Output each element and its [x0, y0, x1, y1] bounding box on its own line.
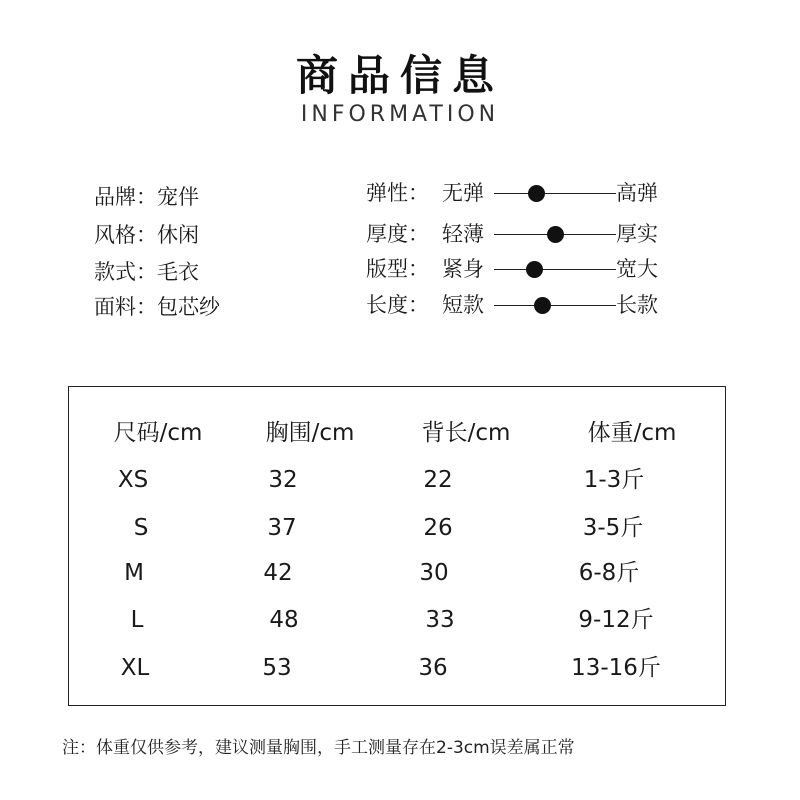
attribute-label: 款式： — [94, 260, 157, 284]
size-table-cell: 3-5斤 — [582, 515, 644, 541]
size-table-cell: 13-16斤 — [571, 655, 661, 681]
size-table-cell: S — [133, 515, 149, 541]
scale-low-label: 无弹 — [442, 181, 484, 205]
size-table-header: 尺码/cm — [113, 420, 203, 446]
scale-indicator — [528, 185, 545, 202]
scale-high-label: 宽大 — [616, 257, 658, 281]
scale-track — [494, 269, 616, 270]
attribute-label: 品牌： — [94, 185, 157, 209]
size-table-cell: XL — [120, 655, 150, 681]
scale-high-label: 厚实 — [616, 222, 658, 246]
attribute-label: 风格： — [94, 223, 157, 247]
attribute-value: 包芯纱 — [157, 295, 220, 319]
scale-indicator — [526, 261, 543, 278]
size-table-header: 背长/cm — [421, 420, 511, 446]
scale-low-label: 紧身 — [442, 257, 484, 281]
attribute-fabric — [94, 292, 220, 322]
scale-label: 版型： — [366, 257, 429, 281]
scale-length — [366, 290, 706, 320]
attribute-label: 面料： — [94, 295, 157, 319]
size-table-cell: 42 — [263, 560, 293, 586]
attribute-value: 宠伴 — [157, 185, 199, 209]
scale-track — [494, 193, 616, 194]
size-table-cell: 26 — [423, 515, 453, 541]
size-table-cell: 48 — [269, 607, 299, 633]
attribute-type — [94, 257, 199, 287]
size-table-cell: 36 — [418, 655, 448, 681]
size-table-cell: 32 — [268, 467, 298, 493]
scale-label: 厚度： — [366, 222, 429, 246]
attribute-value: 休闲 — [157, 223, 199, 247]
scale-label: 长度： — [366, 293, 429, 317]
scale-fit — [366, 254, 706, 284]
attribute-style — [94, 220, 199, 250]
attribute-value: 毛衣 — [157, 260, 199, 284]
size-table-cell: 33 — [425, 607, 455, 633]
page-title: 商品信息 — [295, 51, 504, 100]
scale-thickness — [366, 219, 706, 249]
size-table-cell: XS — [117, 467, 149, 493]
size-table-header: 胸围/cm — [265, 420, 355, 446]
size-table-cell: 53 — [262, 655, 292, 681]
footnote: 注：体重仅供参考，建议测量胸围，手工测量存在2-3cm误差属正常 — [62, 738, 575, 758]
scale-label: 弹性： — [366, 181, 429, 205]
size-table-header: 体重/cm — [587, 420, 677, 446]
attribute-brand — [94, 182, 199, 212]
scale-indicator — [547, 226, 564, 243]
scale-low-label: 轻薄 — [442, 222, 484, 246]
size-table-cell: 6-8斤 — [578, 560, 640, 586]
scale-high-label: 高弹 — [616, 181, 658, 205]
scale-track — [494, 305, 616, 306]
size-table-cell: 30 — [419, 560, 449, 586]
size-table-cell: 9-12斤 — [578, 607, 654, 633]
scale-low-label: 短款 — [442, 293, 484, 317]
size-table-cell: L — [130, 607, 144, 633]
scale-high-label: 长款 — [616, 293, 658, 317]
size-table-cell: 1-3斤 — [583, 467, 645, 493]
size-table-cell: M — [124, 560, 144, 586]
scale-indicator — [534, 297, 551, 314]
page-subtitle: INFORMATION — [300, 102, 500, 127]
size-table-cell: 37 — [267, 515, 297, 541]
scale-elasticity — [366, 178, 706, 208]
size-table-cell: 22 — [423, 467, 453, 493]
